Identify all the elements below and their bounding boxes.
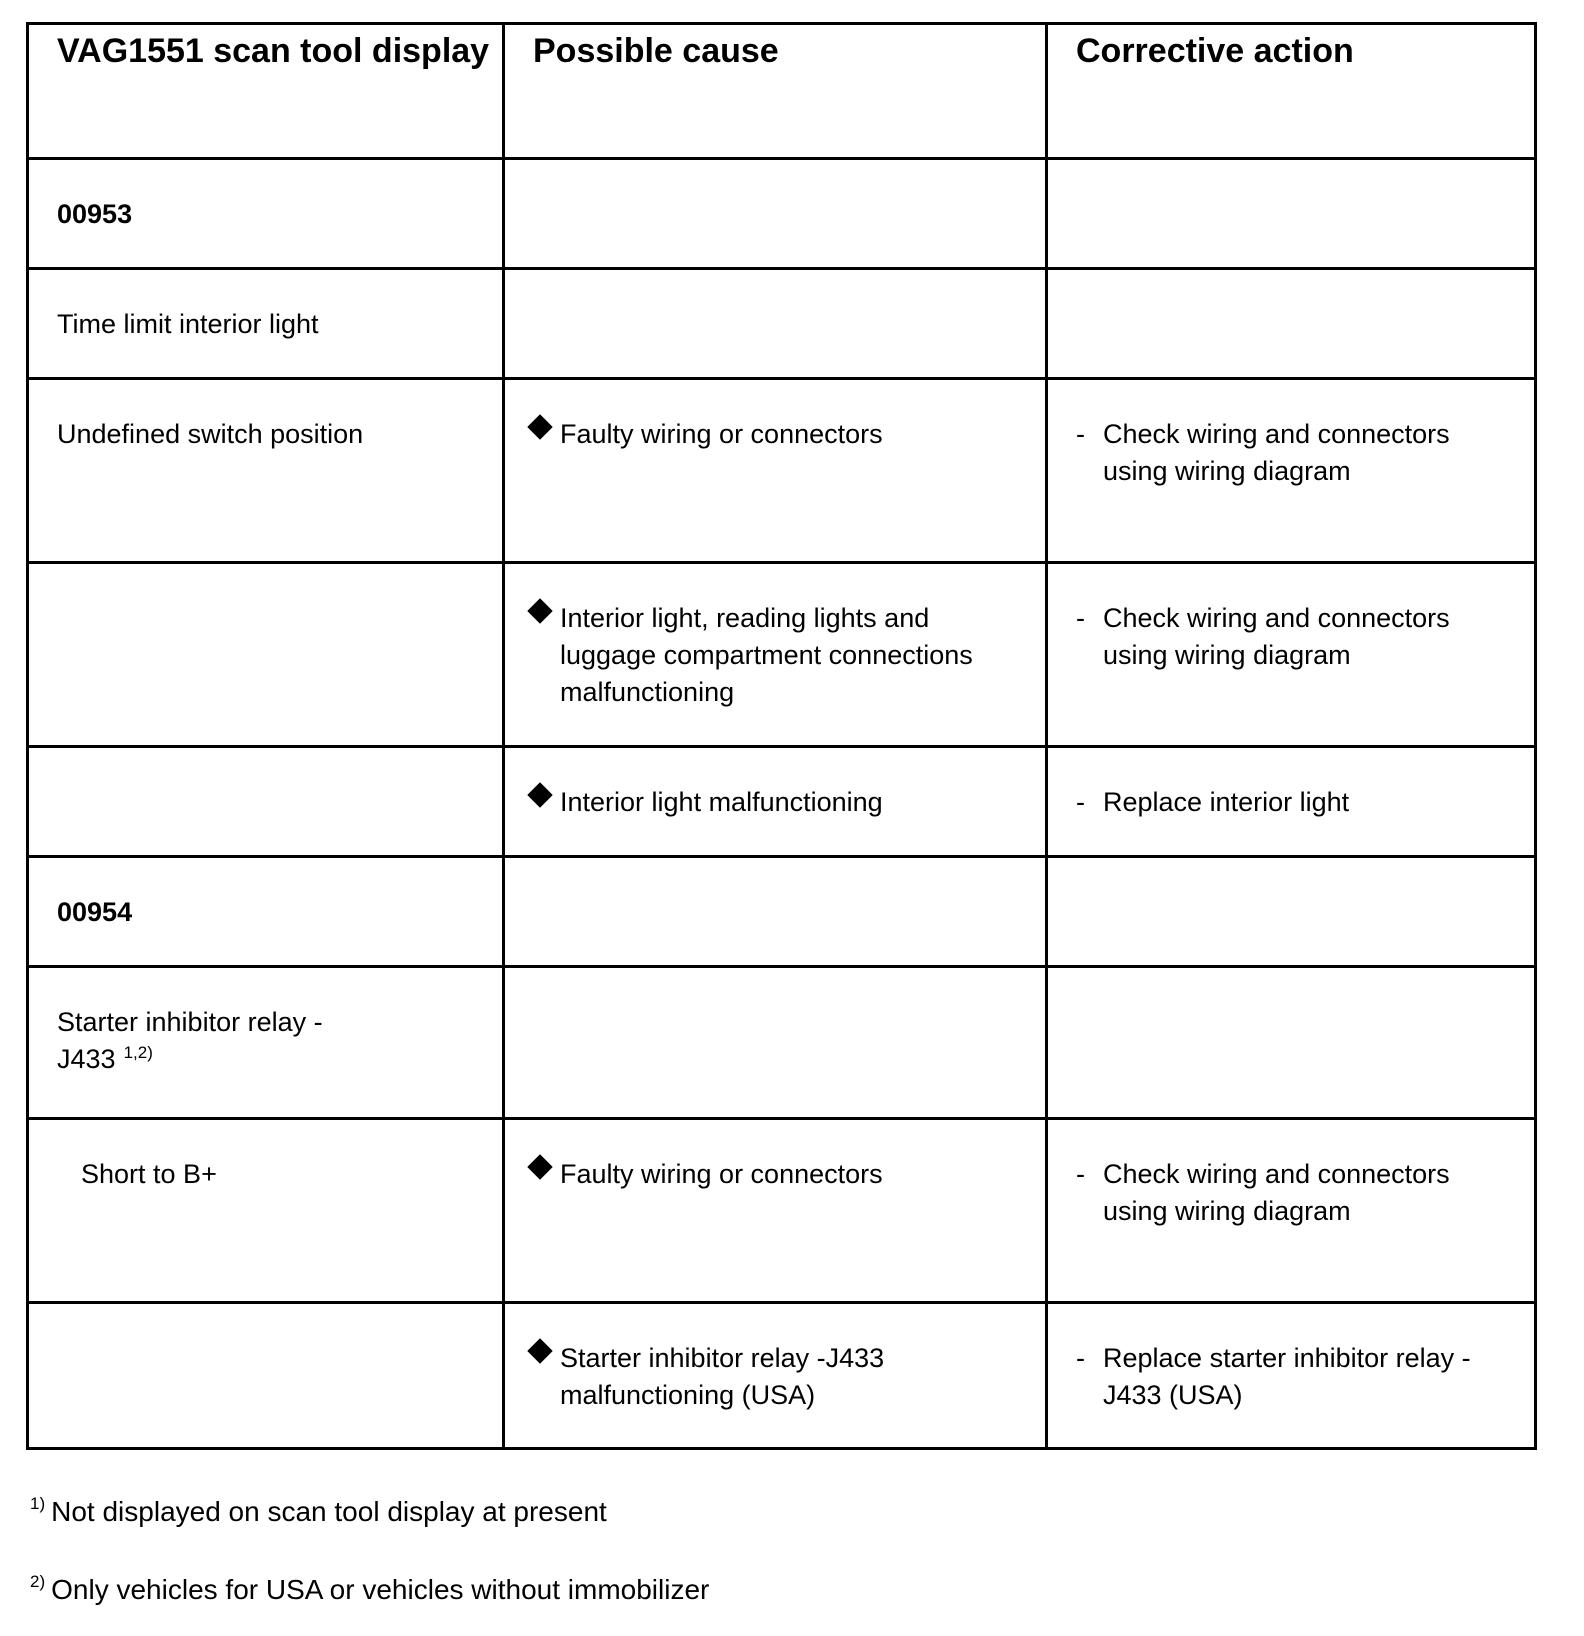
- action-cell: [1047, 379, 1536, 563]
- diamond-bullet-icon: [527, 1338, 552, 1363]
- display-cell: [28, 1303, 504, 1449]
- table-row: [28, 1119, 1536, 1303]
- header-possible-cause: Possible cause: [504, 24, 1047, 159]
- action-cell: [1047, 1119, 1536, 1303]
- action-cell: [1047, 563, 1536, 747]
- display-cell: [28, 747, 504, 857]
- diamond-bullet-icon: [527, 1154, 552, 1179]
- action-cell: [1047, 269, 1536, 379]
- action-text: Replace starter inhibitor relay -J433 (USA): [1103, 1343, 1471, 1410]
- diamond-bullet-icon: [527, 414, 552, 439]
- cause-cell: [504, 1119, 1047, 1303]
- display-cell: [28, 159, 504, 269]
- dash-bullet-icon: -: [1076, 787, 1085, 817]
- fault-type: Undefined switch position: [57, 419, 364, 449]
- footnote-reference: 1,2): [123, 1043, 153, 1062]
- action-cell: [1047, 747, 1536, 857]
- footnote-mark: 1): [30, 1494, 46, 1513]
- action-text: Check wiring and connectors using wiring diagram: [1103, 1159, 1450, 1226]
- table-row: [28, 1303, 1536, 1449]
- cause-cell: [504, 857, 1047, 967]
- dash-bullet-icon: -: [1076, 419, 1085, 449]
- header-corrective-action: Corrective action: [1047, 24, 1536, 159]
- cause-cell: [504, 967, 1047, 1119]
- fault-description: Starter inhibitor relay - J433: [57, 1007, 323, 1074]
- table-row: [28, 747, 1536, 857]
- cause-text: Interior light malfunctioning: [560, 787, 883, 817]
- fault-description: Time limit interior light: [57, 309, 319, 339]
- cause-text: Interior light, reading lights and luggage compartment connections malfunctioning: [560, 603, 973, 707]
- cause-cell: [504, 159, 1047, 269]
- cause-text: Faulty wiring or connectors: [560, 1159, 883, 1189]
- dash-bullet-icon: -: [1076, 1159, 1085, 1189]
- fault-code: 00953: [57, 199, 133, 229]
- diagnostic-table: [26, 22, 1537, 1450]
- fault-type: Short to B+: [81, 1159, 217, 1189]
- action-text: Check wiring and connectors using wiring diagram: [1103, 419, 1450, 486]
- table-row: [28, 967, 1536, 1119]
- footnote-text: Not displayed on scan tool display at present: [51, 1496, 607, 1527]
- table-row: [28, 159, 1536, 269]
- action-text: Check wiring and connectors using wiring diagram: [1103, 603, 1450, 670]
- fault-code: 00954: [57, 897, 133, 927]
- footnote-mark: 2): [30, 1572, 46, 1591]
- action-cell: [1047, 857, 1536, 967]
- footnote-2: [30, 1572, 709, 1612]
- cause-cell: [504, 269, 1047, 379]
- dash-bullet-icon: -: [1076, 1343, 1085, 1373]
- action-cell: [1047, 967, 1536, 1119]
- action-cell: [1047, 1303, 1536, 1449]
- display-cell: [28, 1119, 504, 1303]
- table-row: [28, 563, 1536, 747]
- cause-cell: [504, 747, 1047, 857]
- cause-cell: [504, 563, 1047, 747]
- diamond-bullet-icon: [527, 782, 552, 807]
- cause-text: Starter inhibitor relay -J433 malfunctioning (USA): [560, 1343, 885, 1410]
- display-cell: [28, 857, 504, 967]
- table-row: [28, 857, 1536, 967]
- display-cell: [28, 563, 504, 747]
- display-cell: [28, 379, 504, 563]
- cause-cell: [504, 1303, 1047, 1449]
- footnote-text: Only vehicles for USA or vehicles without immobilizer: [51, 1574, 710, 1605]
- header-scan-tool-display: VAG1551 scan tool display: [28, 24, 504, 159]
- action-text: Replace interior light: [1103, 787, 1350, 817]
- table-row: [28, 269, 1536, 379]
- cause-text: Faulty wiring or connectors: [560, 419, 883, 449]
- action-cell: [1047, 159, 1536, 269]
- cause-cell: [504, 379, 1047, 563]
- table-header-row: [28, 24, 1536, 159]
- display-cell: [28, 967, 504, 1119]
- table-row: [28, 379, 1536, 563]
- dash-bullet-icon: -: [1076, 603, 1085, 633]
- display-cell: [28, 269, 504, 379]
- footnote-1: [30, 1494, 607, 1534]
- diamond-bullet-icon: [527, 598, 552, 623]
